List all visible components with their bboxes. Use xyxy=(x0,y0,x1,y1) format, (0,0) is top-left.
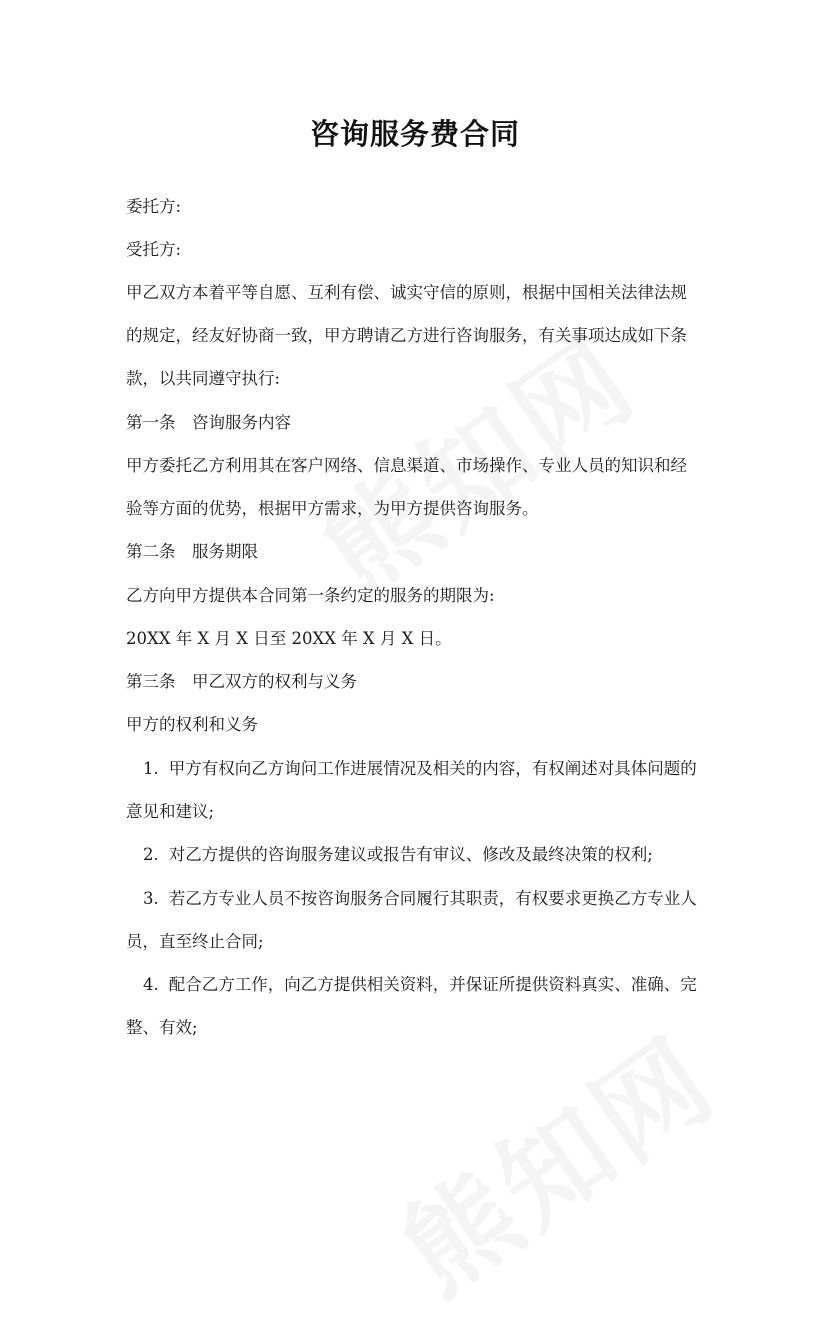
list-item-text: 若乙方专业人员不按咨询服务合同履行其职责，有权要求更换乙方专业人 xyxy=(168,889,697,908)
list-item xyxy=(143,757,733,781)
list-item-text: 甲方有权向乙方询问工作进展情况及相关的内容，有权阐述对具体问题的 xyxy=(168,759,697,778)
list-item-continuation: 员，直至终止合同; xyxy=(126,932,264,951)
document-title: 咨询服务费合同 xyxy=(309,117,520,151)
list-item-number: 3. xyxy=(143,889,159,908)
article3-heading: 第三条 甲乙双方的权利与义务 xyxy=(126,672,357,691)
article1-body: 验等方面的优势，根据甲方需求，为甲方提供咨询服务。 xyxy=(126,499,539,518)
article2-heading: 第二条 服务期限 xyxy=(126,542,258,561)
client-label: 委托方: xyxy=(126,197,182,216)
list-item-continuation: 意见和建议; xyxy=(126,802,215,821)
list-item-number: 1. xyxy=(143,759,159,778)
list-item xyxy=(143,843,733,867)
article2-body: 20XX 年 X 月 X 日至 20XX 年 X 月 X 日。 xyxy=(126,629,452,648)
list-item-text: 配合乙方工作，向乙方提供相关资料，并保证所提供资料真实、准确、完 xyxy=(168,975,697,994)
intro-line: 款，以共同遵守执行: xyxy=(126,369,281,388)
agent-label: 受托方: xyxy=(126,240,182,259)
list-item xyxy=(143,973,733,997)
article1-body: 甲方委托乙方利用其在客户网络、信息渠道、市场操作、专业人员的知识和经 xyxy=(126,456,687,475)
list-item-number: 4. xyxy=(143,975,159,994)
article2-body: 乙方向甲方提供本合同第一条约定的服务的期限为: xyxy=(126,586,495,605)
article1-heading: 第一条 咨询服务内容 xyxy=(126,413,291,432)
intro-line: 的规定，经友好协商一致，甲方聘请乙方进行咨询服务，有关事项达成如下条 xyxy=(126,326,687,345)
list-item-continuation: 整、有效; xyxy=(126,1018,198,1037)
intro-line: 甲乙双方本着平等自愿、互利有偿、诚实守信的原则，根据中国相关法律法规 xyxy=(126,283,687,302)
list-item-number: 2. xyxy=(143,845,159,864)
list-item xyxy=(143,887,733,911)
list-item-text: 对乙方提供的咨询服务建议或报告有审议、修改及最终决策的权利; xyxy=(168,845,653,864)
watermark xyxy=(366,994,742,1323)
article3-subheading: 甲方的权利和义务 xyxy=(126,715,258,734)
